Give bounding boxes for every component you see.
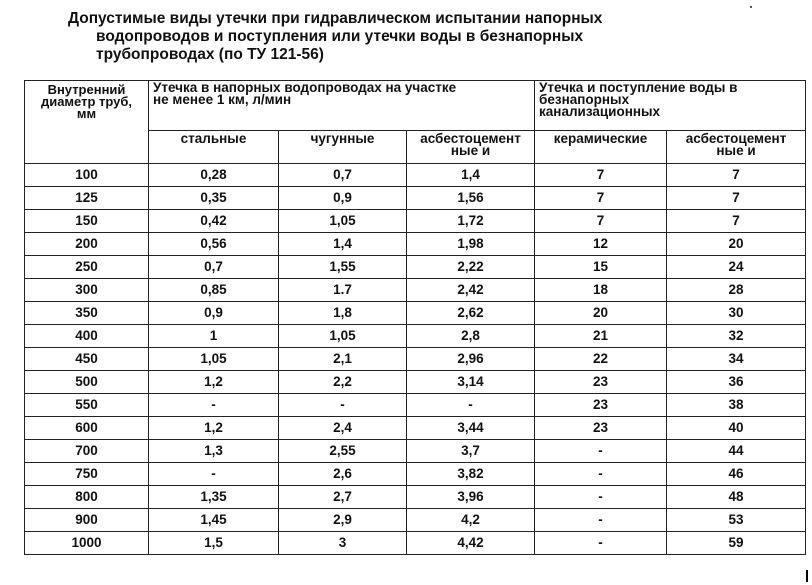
- table-cell: 2,62: [407, 302, 535, 325]
- header-asbestos-line: ные и: [716, 143, 756, 158]
- table-cell: 0,56: [149, 233, 279, 256]
- header-pressure-line: Утечка в напорных водопроводах на участке: [153, 80, 457, 95]
- table-cell: 3: [279, 532, 407, 555]
- table-row: [25, 210, 806, 233]
- title-line-3: трубопроводах (по ТУ 121-56): [96, 46, 324, 63]
- table-cell: 2,4: [279, 417, 407, 440]
- table-cell: 1,45: [149, 509, 279, 532]
- table-cell: -: [535, 532, 667, 555]
- table-row: [25, 532, 806, 555]
- table-cell: -: [535, 486, 667, 509]
- leakage-table: [24, 80, 806, 555]
- table-cell: 53: [667, 509, 806, 532]
- table-cell: 4,2: [407, 509, 535, 532]
- table-cell: 750: [25, 463, 149, 486]
- table-cell: 36: [667, 371, 806, 394]
- table-cell: 22: [535, 348, 667, 371]
- table-cell: 23: [535, 394, 667, 417]
- table-cell: 400: [25, 325, 149, 348]
- header-asbestos-line: асбестоцемент: [685, 131, 787, 146]
- table-cell: 30: [667, 302, 806, 325]
- table-cell: 1,2: [149, 417, 279, 440]
- table-cell: 23: [535, 371, 667, 394]
- table-cell: 350: [25, 302, 149, 325]
- table-cell: 38: [667, 394, 806, 417]
- table-cell: 1000: [25, 532, 149, 555]
- table-cell: 0,28: [149, 164, 279, 187]
- table-cell: 2,1: [279, 348, 407, 371]
- table-cell: 20: [535, 302, 667, 325]
- table-cell: 1,5: [149, 532, 279, 555]
- table-cell: 2,7: [279, 486, 407, 509]
- table-cell: 48: [667, 486, 806, 509]
- table-row: [25, 279, 806, 302]
- table-cell: 12: [535, 233, 667, 256]
- table-cell: -: [535, 509, 667, 532]
- header-cast-iron: чугунные: [279, 131, 407, 164]
- table-cell: 550: [25, 394, 149, 417]
- title-line-1: Допустимые виды утечки при гидравлическом испытании напорных: [68, 10, 603, 27]
- table-cell: 2,6: [279, 463, 407, 486]
- table-cell: 1,55: [279, 256, 407, 279]
- table-cell: 44: [667, 440, 806, 463]
- header-gravity-line: Утечка и поступление воды в: [539, 80, 738, 95]
- table-row: [25, 371, 806, 394]
- table-cell: 7: [667, 187, 806, 210]
- table-cell: 2,9: [279, 509, 407, 532]
- table-cell: 20: [667, 233, 806, 256]
- table-cell: 2,55: [279, 440, 407, 463]
- table-cell: 1,4: [407, 164, 535, 187]
- table-cell: 1,98: [407, 233, 535, 256]
- table-cell: 0,9: [149, 302, 279, 325]
- table-cell: 1,3: [149, 440, 279, 463]
- table-cell: 900: [25, 509, 149, 532]
- table-cell: 7: [667, 210, 806, 233]
- table-cell: 15: [535, 256, 667, 279]
- table-cell: 250: [25, 256, 149, 279]
- header-steel: стальные: [149, 131, 279, 164]
- table-row: [25, 348, 806, 371]
- table-row: [25, 187, 806, 210]
- header-gravity-line: канализационных: [539, 104, 661, 119]
- table-cell: 1,05: [279, 325, 407, 348]
- table-row: [25, 233, 806, 256]
- table-cell: 3,82: [407, 463, 535, 486]
- table-cell: 0,42: [149, 210, 279, 233]
- table-cell: 150: [25, 210, 149, 233]
- table-cell: 28: [667, 279, 806, 302]
- table-cell: 1.7: [279, 279, 407, 302]
- table-cell: 1: [149, 325, 279, 348]
- table-cell: 3,7: [407, 440, 535, 463]
- speck-mark: [750, 6, 752, 8]
- table-cell: 7: [535, 164, 667, 187]
- table-cell: 3,96: [407, 486, 535, 509]
- table-cell: -: [407, 394, 535, 417]
- header-asbestos-line: ные и: [450, 143, 491, 158]
- table-cell: 1,35: [149, 486, 279, 509]
- table-body: [25, 164, 806, 555]
- table-cell: 1,4: [279, 233, 407, 256]
- table-cell: 700: [25, 440, 149, 463]
- table-cell: 1,8: [279, 302, 407, 325]
- table-cell: 32: [667, 325, 806, 348]
- table-cell: 7: [535, 210, 667, 233]
- table-cell: 46: [667, 463, 806, 486]
- table-cell: 1,05: [279, 210, 407, 233]
- document-title: [0, 10, 812, 64]
- table-row: [25, 302, 806, 325]
- table-cell: 0,85: [149, 279, 279, 302]
- table-cell: 18: [535, 279, 667, 302]
- header-asbestos-line: асбестоцемент: [420, 131, 521, 146]
- table-cell: 59: [667, 532, 806, 555]
- table-cell: 200: [25, 233, 149, 256]
- table-cell: 1,56: [407, 187, 535, 210]
- header-diameter-line: диаметр труб,: [40, 94, 133, 109]
- table-cell: 0,7: [279, 164, 407, 187]
- header-diameter: [25, 81, 149, 164]
- table-cell: 125: [25, 187, 149, 210]
- header-asbestos-gravity: [667, 131, 806, 164]
- header-ceramic: керамические: [535, 131, 667, 164]
- header-gravity-line: безнапорных: [539, 92, 630, 107]
- table-row: [25, 394, 806, 417]
- table-row: [25, 256, 806, 279]
- table-row: [25, 325, 806, 348]
- table-row: [25, 509, 806, 532]
- table-cell: 600: [25, 417, 149, 440]
- table-cell: -: [279, 394, 407, 417]
- table-cell: 0,35: [149, 187, 279, 210]
- table-cell: 23: [535, 417, 667, 440]
- header-pressure-line: не менее 1 км, л/мин: [153, 92, 292, 107]
- table-cell: 800: [25, 486, 149, 509]
- table-cell: -: [535, 463, 667, 486]
- table-cell: 500: [25, 371, 149, 394]
- table-cell: 7: [667, 164, 806, 187]
- table-row: [25, 417, 806, 440]
- header-pressure-group: [149, 81, 535, 131]
- table-cell: 300: [25, 279, 149, 302]
- table-cell: -: [535, 440, 667, 463]
- table-cell: 2,96: [407, 348, 535, 371]
- table-cell: 7: [535, 187, 667, 210]
- table-cell: 0,7: [149, 256, 279, 279]
- header-asbestos-pressure: [407, 131, 535, 164]
- header-gravity-group: [535, 81, 806, 131]
- table-cell: 3,14: [407, 371, 535, 394]
- table-cell: 3,44: [407, 417, 535, 440]
- table-cell: 21: [535, 325, 667, 348]
- table-cell: 34: [667, 348, 806, 371]
- table-cell: 24: [667, 256, 806, 279]
- table-cell: -: [149, 463, 279, 486]
- table-cell: 2,42: [407, 279, 535, 302]
- cursor-mark: [806, 570, 808, 582]
- table-row: [25, 463, 806, 486]
- table-cell: 1,72: [407, 210, 535, 233]
- table-cell: 2,2: [279, 371, 407, 394]
- table-cell: 2,8: [407, 325, 535, 348]
- table-row: [25, 440, 806, 463]
- table-row: [25, 486, 806, 509]
- table-cell: 1,2: [149, 371, 279, 394]
- table-cell: -: [149, 394, 279, 417]
- header-row-groups: [25, 81, 806, 131]
- table-cell: 100: [25, 164, 149, 187]
- table-cell: 0,9: [279, 187, 407, 210]
- header-diameter-line: мм: [76, 106, 97, 121]
- table-cell: 450: [25, 348, 149, 371]
- header-diameter-line: Внутренний: [47, 82, 126, 97]
- title-line-2: водопроводов и поступления или утечки воды в безнапорных: [96, 28, 584, 45]
- table-row: [25, 164, 806, 187]
- table-cell: 2,22: [407, 256, 535, 279]
- table-cell: 4,42: [407, 532, 535, 555]
- table-cell: 40: [667, 417, 806, 440]
- table-cell: 1,05: [149, 348, 279, 371]
